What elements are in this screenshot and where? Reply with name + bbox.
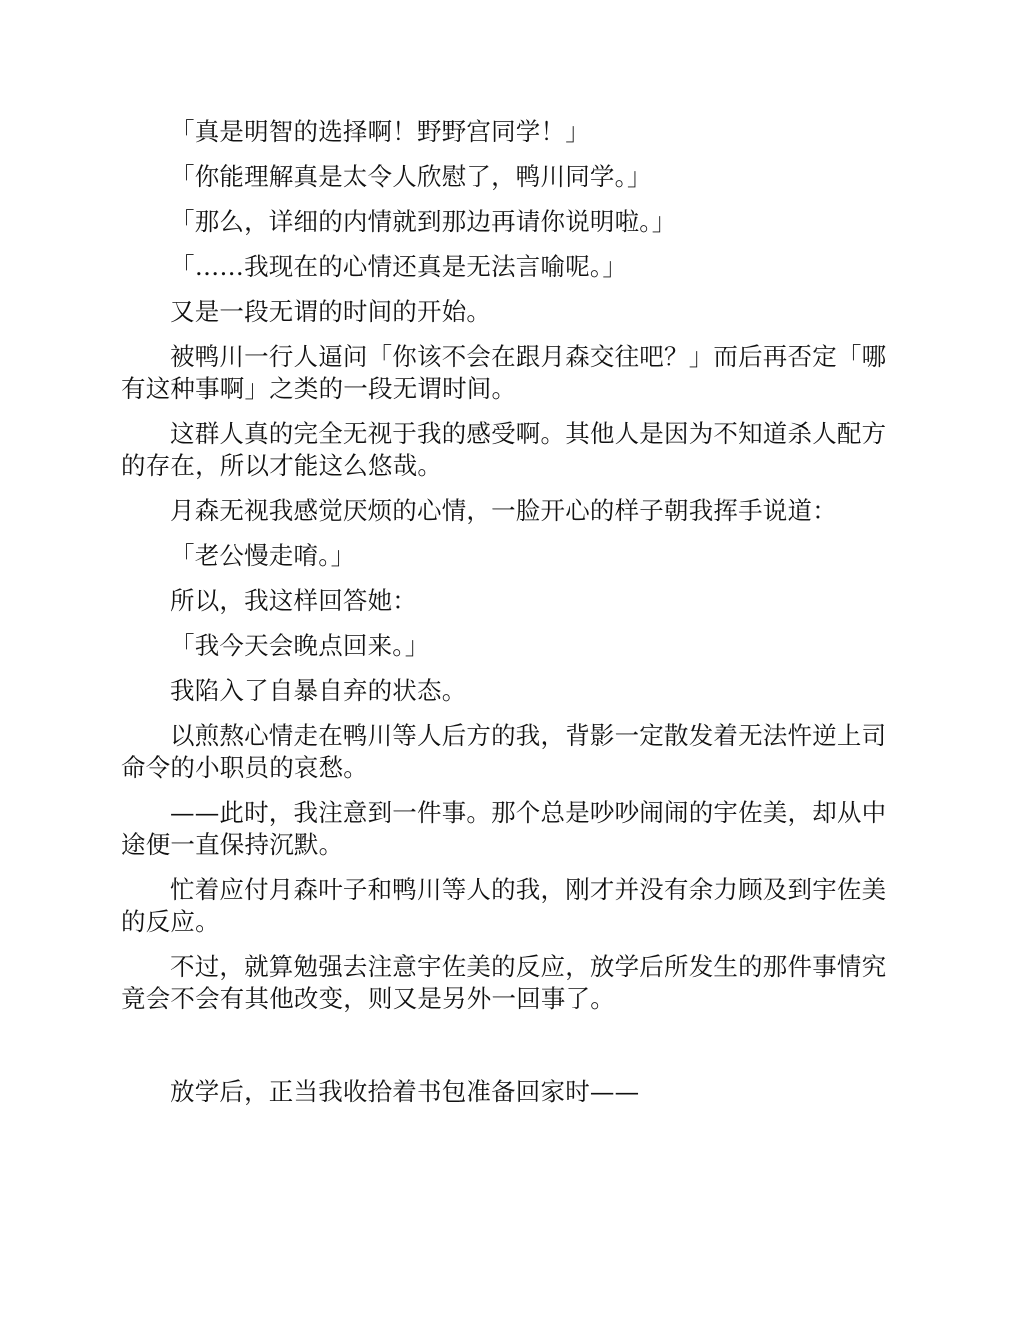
paragraph: 「你能理解真是太令人欣慰了，鸭川同学。」 bbox=[170, 162, 652, 191]
paragraph: 不过，就算勉强去注意宇佐美的反应，放学后所发生的那件事情究竟会不会有其他改变，则又是另外一回事了。 bbox=[121, 952, 887, 1013]
paragraph: 我陷入了自暴自弃的状态。 bbox=[170, 676, 467, 705]
paragraph: 被鸭川一行人逼问「你该不会在跟月森交往吧？」而后再否定「哪有这种事啊」之类的一段无谓时间。 bbox=[121, 342, 887, 403]
paragraph: 「我今天会晚点回来。」 bbox=[170, 631, 430, 660]
paragraph: 月森无视我感觉厌烦的心情，一脸开心的样子朝我挥手说道： bbox=[170, 496, 837, 525]
paragraph: 「……我现在的心情还真是无法言喻呢。」 bbox=[170, 252, 628, 281]
paragraph: 又是一段无谓的时间的开始。 bbox=[170, 297, 492, 326]
paragraph: 「真是明智的选择啊！野野宫同学！」 bbox=[170, 117, 590, 146]
paragraph-after-break: 放学后，正当我收拾着书包准备回家时—— bbox=[170, 1077, 640, 1106]
paragraph: 「老公慢走唷。」 bbox=[170, 541, 356, 570]
paragraph: 这群人真的完全无视于我的感受啊。其他人是因为不知道杀人配方的存在，所以才能这么悠哉。 bbox=[121, 419, 887, 480]
paragraph: 以煎熬心情走在鸭川等人后方的我，背影一定散发着无法忤逆上司命令的小职员的哀愁。 bbox=[121, 721, 887, 782]
paragraph: 所以，我这样回答她： bbox=[170, 586, 417, 615]
scene-break bbox=[121, 1028, 901, 1076]
paragraph: ——此时，我注意到一件事。那个总是吵吵闹闹的宇佐美，却从中途便一直保持沉默。 bbox=[121, 798, 887, 859]
paragraph: 「那么，详细的内情就到那边再请你说明啦。」 bbox=[170, 207, 677, 236]
body-text bbox=[121, 116, 901, 1121]
paragraph: 忙着应付月森叶子和鸭川等人的我，刚才并没有余力顾及到宇佐美的反应。 bbox=[121, 875, 887, 936]
